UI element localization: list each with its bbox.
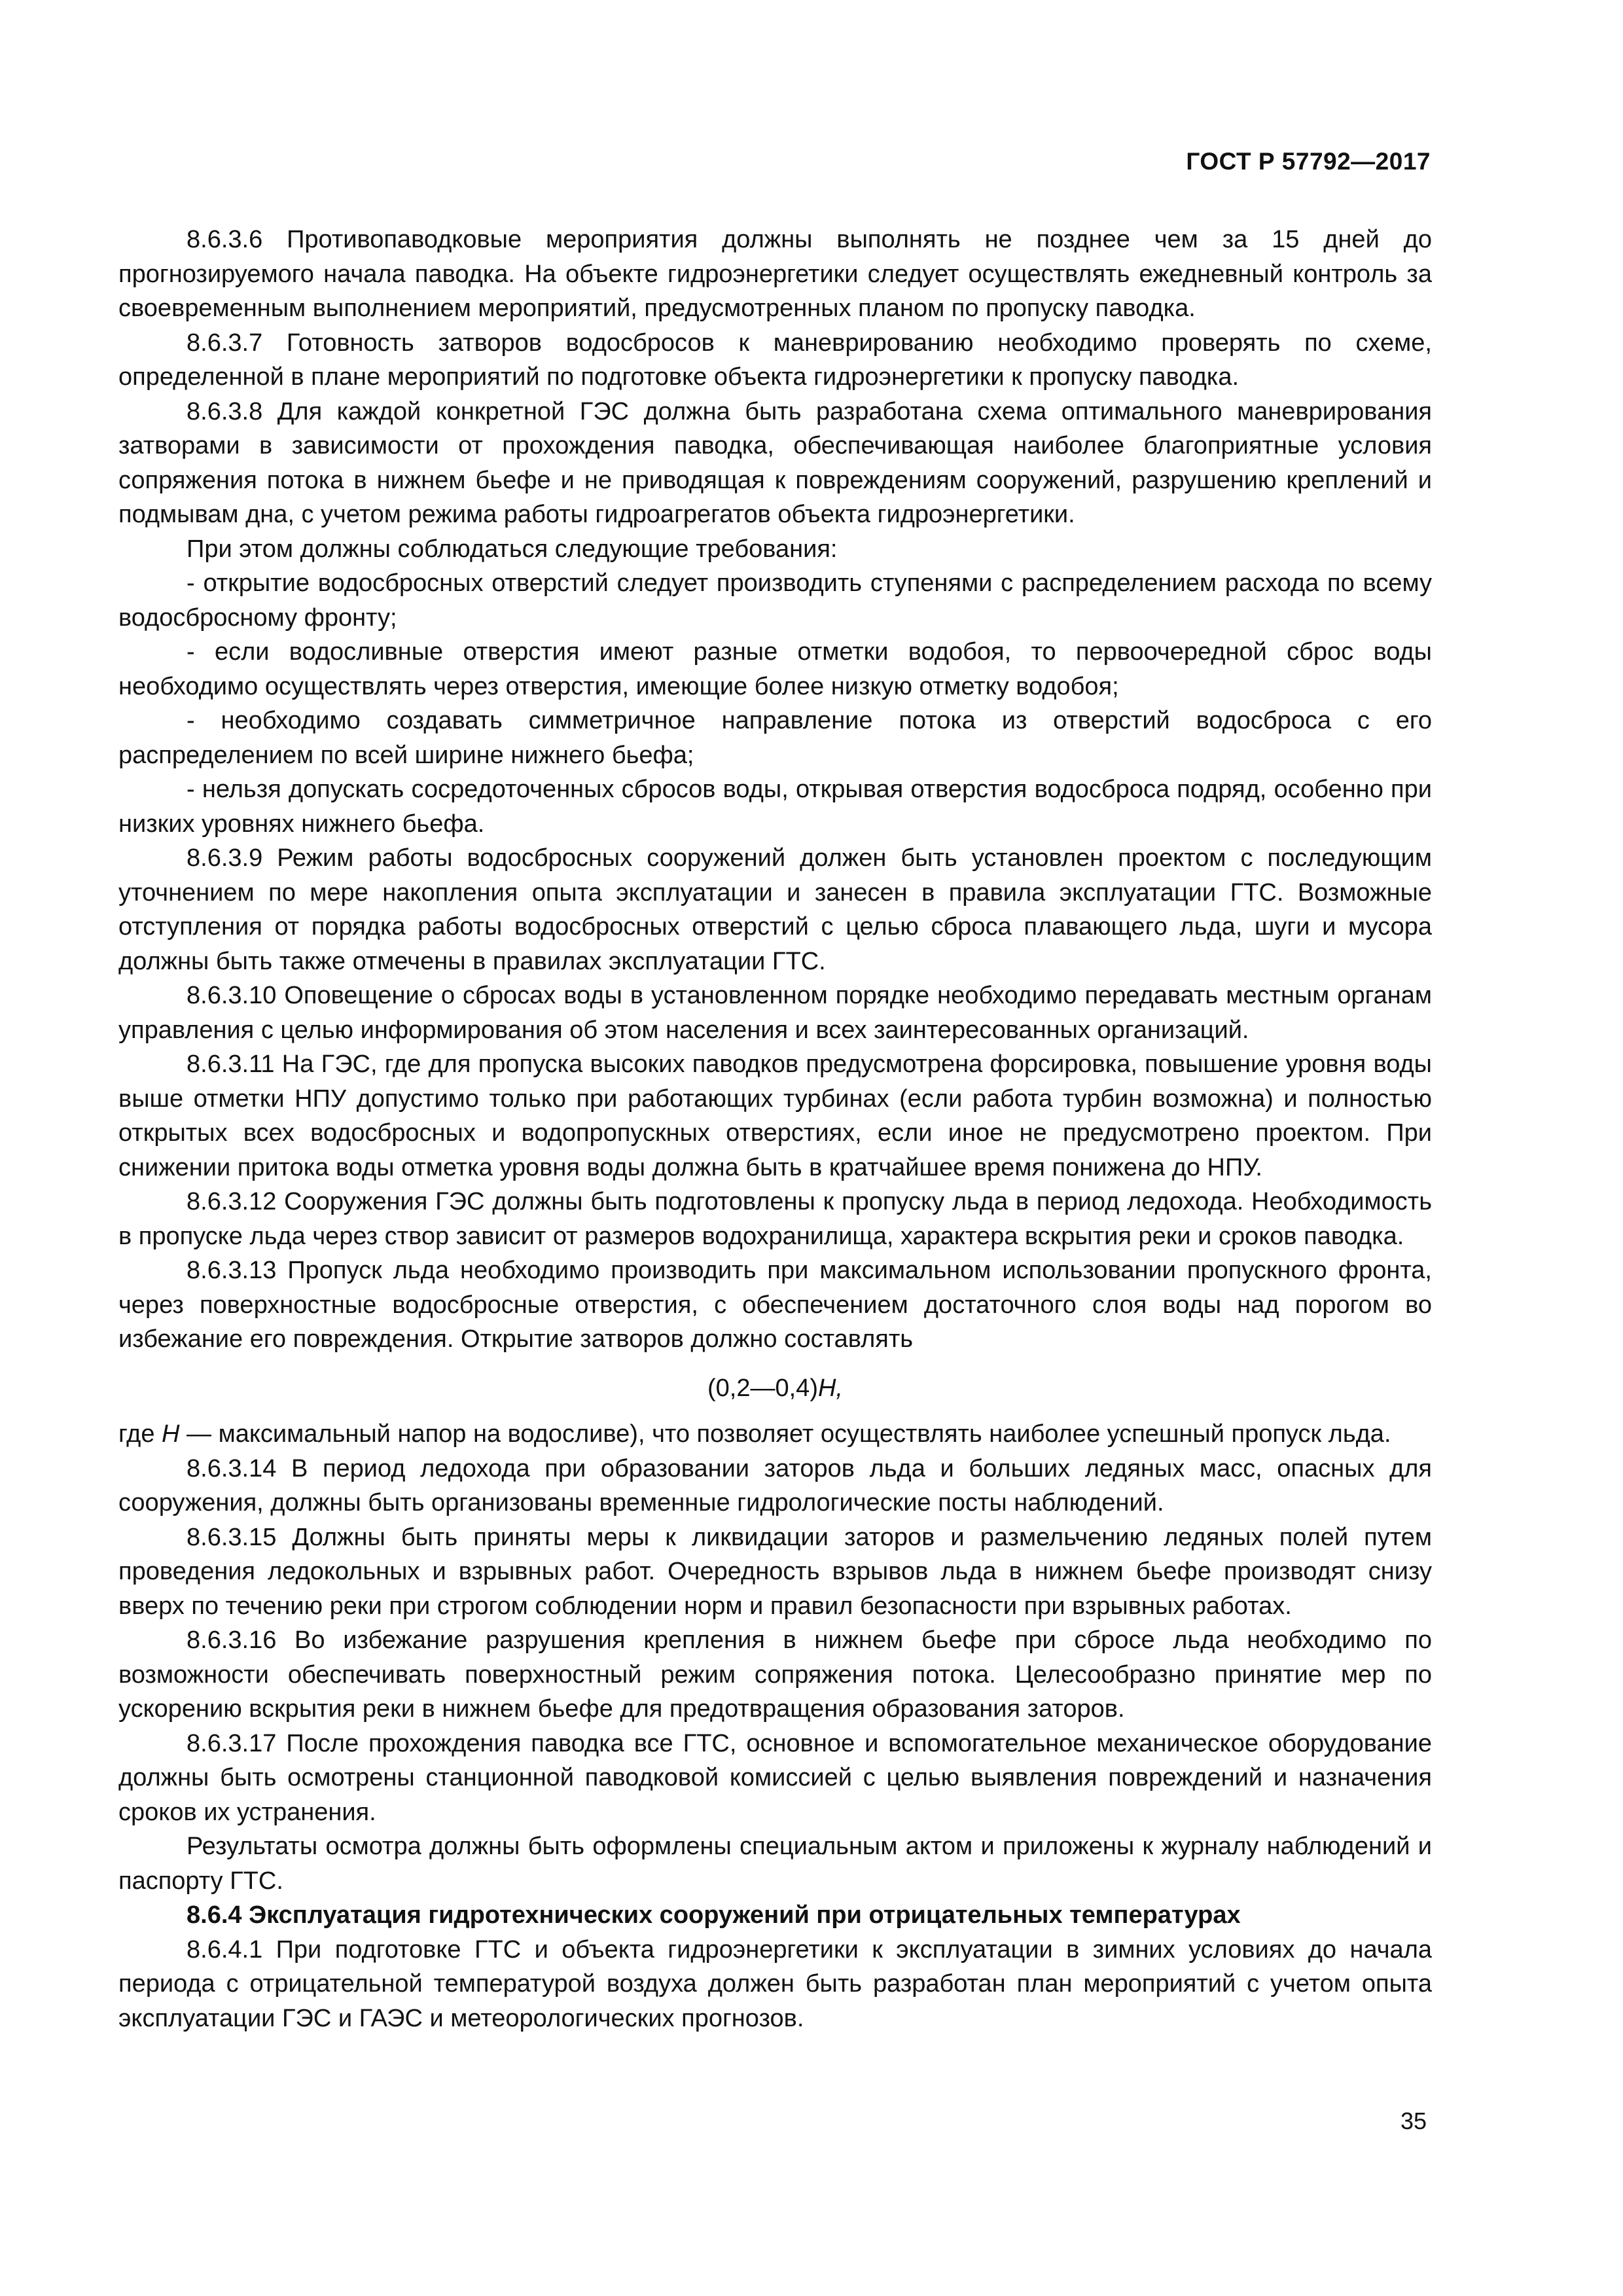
clause-8-6-4-1: 8.6.4.1 При подготовке ГТС и объекта гидроэнергетики к эксплуатации в зимних условиях до начала периода с отрицательной температурой воздуха должен быть разработан план мероприятий с учетом опыта эксплуатации ГЭС и ГАЭС и метеорологических прогнозов. — [118, 1935, 1432, 2032]
clause-8-6-3-12: 8.6.3.12 Сооружения ГЭС должны быть подготовлены к пропуску льда в период ледохода. Необходимость в пропуске льда через створ зависит от размеров водохранилища, характера вскрытия реки и сроков паводка. — [118, 1188, 1432, 1250]
formula — [118, 1371, 1432, 1406]
clause-8-6-3-13: 8.6.3.13 Пропуск льда необходимо производить при максимальном использовании пропускного фронта, через поверхностные водосбросные отверстия, с обеспечением достаточного слоя воды над порогом во избежание его повреждения. Открытие затворов должно составлять — [118, 1257, 1432, 1353]
formula-variable: H, — [817, 1374, 843, 1402]
where-lead: где — [118, 1420, 162, 1448]
requirement-item: - если водосливные отверстия имеют разные отметки водобоя, то первоочередной сброс воды необходимо осуществлять через отверстия, имеющие более низкую отметку водобоя; — [118, 638, 1432, 700]
requirement-item: - нельзя допускать сосредоточенных сбросов воды, открывая отверстия водосброса подряд, особенно при низких уровнях нижнего бьефа. — [118, 776, 1432, 838]
clause-8-6-3-15: 8.6.3.15 Должны быть приняты меры к ликвидации заторов и размельчению ледяных полей путем проведения ледокольных и взрывных работ. Очередность взрывов льда в нижнем бьефе производят снизу вверх по течению реки при строгом соблюдении норм и правил безопасности при взрывных работах. — [118, 1523, 1432, 1620]
requirements-intro: При этом должны соблюдаться следующие требования: — [187, 535, 838, 563]
clause-8-6-3-7: 8.6.3.7 Готовность затворов водосбросов к маневрированию необходимо проверять по схеме, определенной в плане мероприятий по подготовке объекта гидроэнергетики к пропуску паводка. — [118, 329, 1432, 391]
clause-8-6-3-9: 8.6.3.9 Режим работы водосбросных сооружений должен быть установлен проектом с последующим уточнением по мере накопления опыта эксплуатации и занесен в правила эксплуатации ГТС. Возможные отступления от порядка работы водосбросных отверстий с целью сброса плавающего льда, шуги и мусора должны быть также отмечены в правилах эксплуатации ГТС. — [118, 844, 1432, 975]
section-heading-8-6-4: 8.6.4 Эксплуатация гидротехнических сооружений при отрицательных температурах — [187, 1901, 1241, 1929]
clause-8-6-3-16: 8.6.3.16 Во избежание разрушения крепления в нижнем бьефе при сбросе льда необходимо по возможности обеспечивать поверхностный режим сопряжения потока. Целесообразно принятие мер по ускорению вскрытия реки в нижнем бьефе для предотвращения образования заторов. — [118, 1626, 1432, 1723]
document-body — [118, 223, 1432, 2036]
clause-8-6-3-10: 8.6.3.10 Оповещение о сбросах воды в установленном порядке необходимо передавать местным органам управления с целью информирования об этом населения и всех заинтересованных организаций. — [118, 982, 1432, 1044]
requirement-item: - необходимо создавать симметричное направление потока из отверстий водосброса с его распределением по всей ширине нижнего бьефа; — [118, 707, 1432, 769]
clause-8-6-3-8: 8.6.3.8 Для каждой конкретной ГЭС должна быть разработана схема оптимального маневрирования затворами в зависимости от прохождения паводка, обеспечивающая наиболее благоприятные условия сопряжения потока в нижнем бьефе и не приводящая к повреждениям сооружений, разрушению креплений и подмывам дна, с учетом режима работы гидроагрегатов объекта гидроэнергетики. — [118, 397, 1432, 528]
where-variable: H — [162, 1420, 180, 1448]
inspection-results: Результаты осмотра должны быть оформлены специальным актом и приложены к журналу наблюдений и паспорту ГТС. — [118, 1833, 1432, 1895]
where-rest: — максимальный напор на водосливе), что позволяет осуществлять наиболее успешный пропуск льда. — [179, 1420, 1391, 1448]
document-header: ГОСТ Р 57792—2017 — [1186, 148, 1431, 175]
clause-8-6-3-6: 8.6.3.6 Противопаводковые мероприятия должны выполнять не позднее чем за 15 дней до прогнозируемого начала паводка. На объекте гидроэнергетики следует осуществлять ежедневный контроль за своевременным выполнением мероприятий, предусмотренных планом по пропуску паводка. — [118, 226, 1432, 322]
page-number: 35 — [1400, 2108, 1427, 2134]
formula-expression: (0,2—0,4) — [707, 1374, 818, 1402]
clause-8-6-3-17: 8.6.3.17 После прохождения паводка все ГТС, основное и вспомогательное механическое оборудование должны быть осмотрены станционной паводковой комиссией с целью выявления повреждений и назначения сроков их устранения. — [118, 1729, 1432, 1826]
clause-8-6-3-14: 8.6.3.14 В период ледохода при образовании заторов льда и больших ледяных масс, опасных для сооружения, должны быть организованы временные гидрологические посты наблюдений. — [118, 1454, 1432, 1516]
requirement-item: - открытие водосбросных отверстий следует производить ступенями с распределением расхода по всему водосбросному фронту; — [118, 569, 1432, 632]
clause-8-6-3-11: 8.6.3.11 На ГЭС, где для пропуска высоких паводков предусмотрена форсировка, повышение уровня воды выше отметки НПУ допустимо только при работающих турбинах (если работа турбин возможна) и полностью открытых всех водосбросных и водопропускных отверстиях, если иное не предусмотрено проектом. При снижении притока воды отметка уровня воды должна быть в кратчайшее время понижена до НПУ. — [118, 1050, 1432, 1181]
formula-explanation — [118, 1417, 1432, 1452]
